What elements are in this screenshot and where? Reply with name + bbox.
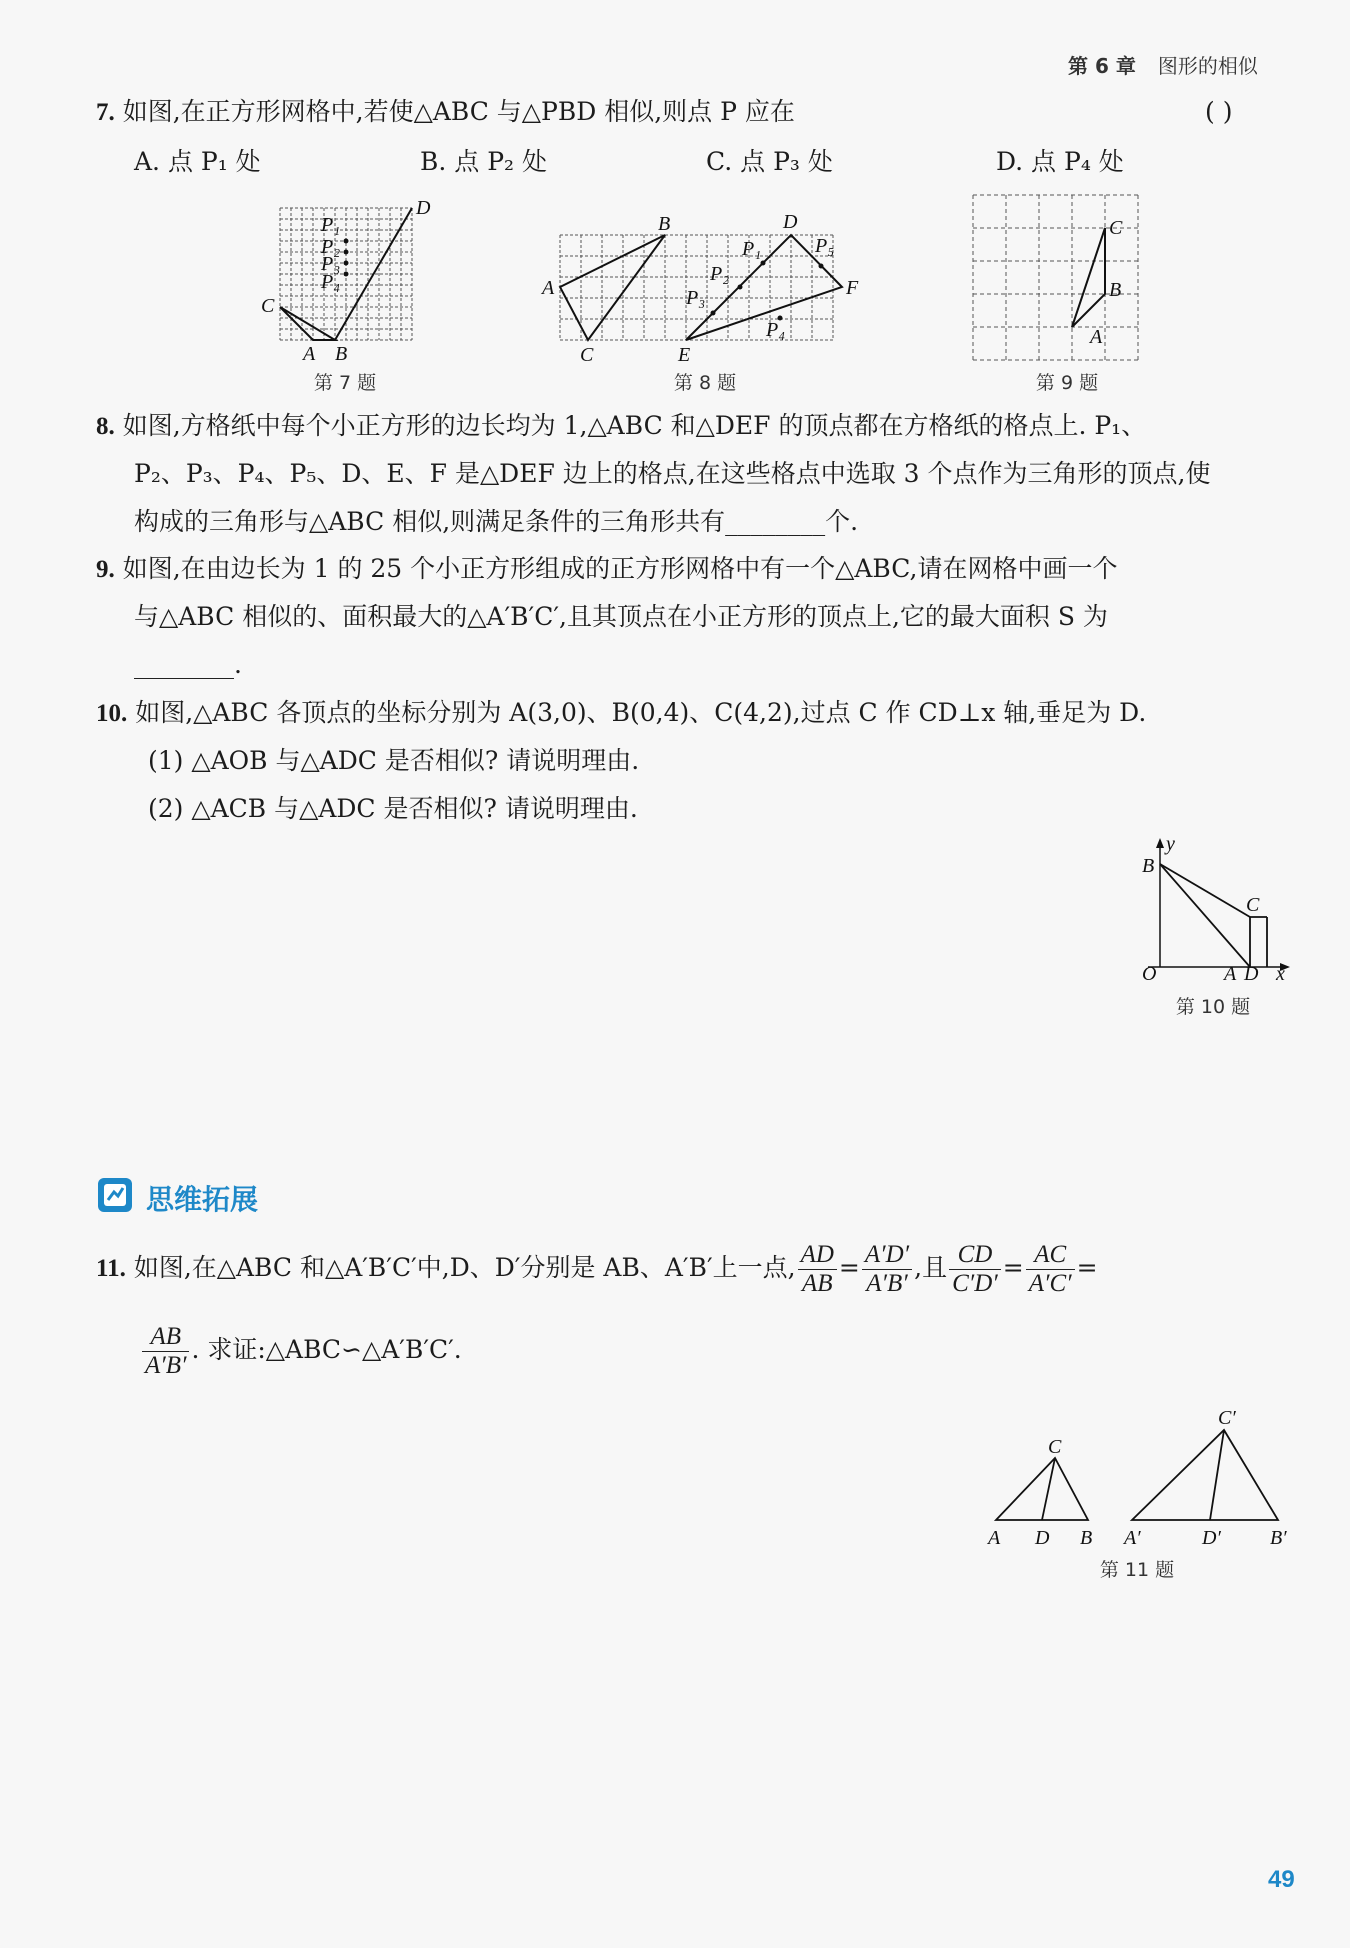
label-b: B <box>335 343 348 365</box>
label-p2: P₂ <box>710 263 730 285</box>
label-o: O <box>1142 963 1157 985</box>
caption-8: 第 8 题 <box>673 372 737 394</box>
question-text-line-1: 如图,在由边长为 1 的 25 个小正方形组成的正方形网格中有一个△ABC,请在网格中画一个 <box>122 554 1118 583</box>
question-7 <box>96 96 795 129</box>
label-a: A <box>1090 326 1103 348</box>
equals-sign: = <box>1076 1253 1098 1282</box>
question-text-mid: ,且 <box>914 1253 948 1282</box>
section-icon <box>96 1176 136 1214</box>
chapter-title: 图形的相似 <box>1157 54 1258 78</box>
option-c: C. 点 P₃ 处 <box>706 147 833 176</box>
question-8 <box>96 410 1146 443</box>
option-b: B. 点 P₂ 处 <box>420 147 548 176</box>
fraction-ab-a1b1: $\frac{AB}{A'B'}$ <box>142 1323 189 1380</box>
question-text: 如图,在正方形网格中,若使△ABC 与△PBD 相似,则点 P 应在 <box>122 97 795 126</box>
fraction-cd-c1d1: $\frac{CD}{C'D'}$ <box>949 1241 1001 1298</box>
caption-7: 第 7 题 <box>313 372 377 394</box>
question-number: 7. <box>96 99 115 126</box>
question-text-line-1: 如图,方格纸中每个小正方形的边长均为 1,△ABC 和△DEF 的顶点都在方格纸的格点上. P₁、 <box>122 411 1147 440</box>
label-a: A <box>542 277 555 299</box>
label-p3: P₃ <box>686 287 706 309</box>
figure-8 <box>530 210 870 370</box>
option-a: A. 点 P₁ 处 <box>134 147 261 176</box>
label-p2: P₂ <box>321 236 341 258</box>
label-y: y <box>1166 833 1175 855</box>
fraction-ac-a1c1: $\frac{AC}{A'C'}$ <box>1026 1241 1075 1298</box>
label-b-prime: B′ <box>1270 1527 1287 1549</box>
question-text-line-1: 如图,△ABC 各顶点的坐标分别为 A(3,0)、B(0,4)、C(4,2),过点 C 作 CD⊥x 轴,垂足为 D. <box>135 698 1147 727</box>
sub-question-1: (1) △AOB 与△ADC 是否相似? 请说明理由. <box>148 746 640 775</box>
option-d: D. 点 P₄ 处 <box>996 147 1124 176</box>
label-a: A <box>988 1527 1001 1549</box>
fraction-a1d1-a1b1: $\frac{A'D'}{A'B'}$ <box>862 1241 912 1298</box>
triangle-9 <box>1072 228 1105 327</box>
label-e: E <box>678 344 691 366</box>
equals-sign: = <box>1002 1253 1024 1282</box>
label-c: C <box>261 295 275 317</box>
triangle-abc <box>996 1458 1088 1520</box>
label-p1: P₁ <box>321 214 341 236</box>
label-d: D <box>1244 963 1259 985</box>
label-p4: P₄ <box>766 319 786 341</box>
chapter-number: 第 6 章 <box>1068 54 1136 78</box>
question-text-line-3: ________. <box>134 650 242 679</box>
equals-sign: = <box>838 1253 860 1282</box>
question-text-line-2: P₂、P₃、P₄、P₅、D、E、F 是△DEF 边上的格点,在这些格点中选取 3 个点作为三角形的顶点,使 <box>134 459 1211 488</box>
figure-10 <box>1128 832 1298 992</box>
answer-bracket: ( ) <box>1205 97 1233 126</box>
label-a: A <box>303 343 316 365</box>
label-b: B <box>1080 1527 1093 1549</box>
label-c: C <box>1048 1436 1062 1458</box>
axes-10 <box>1148 844 1283 967</box>
label-b: B <box>1142 855 1155 877</box>
label-b: B <box>1109 279 1122 301</box>
label-d-prime: D′ <box>1202 1527 1221 1549</box>
figure-9 <box>968 190 1168 365</box>
label-p1: P₁ <box>742 238 762 260</box>
label-d: D <box>783 211 798 233</box>
question-11 <box>96 1236 1098 1301</box>
question-text-line-3: 构成的三角形与△ABC 相似,则满足条件的三角形共有________个. <box>134 507 859 536</box>
sub-question-2: (2) △ACB 与△ADC 是否相似? 请说明理由. <box>148 794 638 823</box>
figure-11 <box>980 1400 1300 1550</box>
label-b: B <box>658 213 671 235</box>
label-c: C <box>1109 217 1123 239</box>
question-text-post: . 求证:△ABC∽△A′B′C′. <box>191 1335 462 1364</box>
y-axis-arrow <box>1156 838 1164 848</box>
section-title: 思维拓展 <box>146 1183 259 1216</box>
label-a-prime: A′ <box>1124 1527 1141 1549</box>
caption-9: 第 9 题 <box>1035 372 1099 394</box>
label-x: x <box>1276 963 1285 985</box>
question-number: 9. <box>96 556 115 583</box>
label-f: F <box>846 277 859 299</box>
question-text-pre: 如图,在△ABC 和△A′B′C′中,D、D′分别是 AB、A′B′上一点, <box>133 1253 796 1282</box>
label-c-prime: C′ <box>1218 1407 1236 1429</box>
question-9 <box>96 553 1117 586</box>
label-c: C <box>1246 894 1260 916</box>
question-10 <box>96 697 1146 730</box>
page-number: 49 <box>1268 1866 1295 1893</box>
triangle-a1b1c1 <box>1132 1430 1278 1520</box>
question-number: 11. <box>96 1255 126 1282</box>
label-c: C <box>580 344 594 366</box>
question-number: 8. <box>96 413 115 440</box>
chapter-header <box>1068 50 1258 79</box>
question-number: 10. <box>96 700 128 727</box>
question-text-line-2: 与△ABC 相似的、面积最大的△A′B′C′,且其顶点在小正方形的顶点上,它的最大面积 S 为 <box>134 602 1108 631</box>
label-p5: P₅ <box>815 235 835 257</box>
label-d: D <box>416 197 431 219</box>
label-d: D <box>1035 1527 1050 1549</box>
caption-11: 第 11 题 <box>1099 1559 1175 1581</box>
label-p4: P₄ <box>321 271 341 293</box>
question-11-line-2 <box>140 1318 462 1382</box>
figure-7 <box>255 196 435 366</box>
label-p3: P₃ <box>321 253 341 275</box>
caption-10: 第 10 题 <box>1175 996 1251 1018</box>
fraction-ad-ab: $\frac{AD}{AB}$ <box>798 1241 837 1298</box>
label-a: A <box>1224 963 1237 985</box>
